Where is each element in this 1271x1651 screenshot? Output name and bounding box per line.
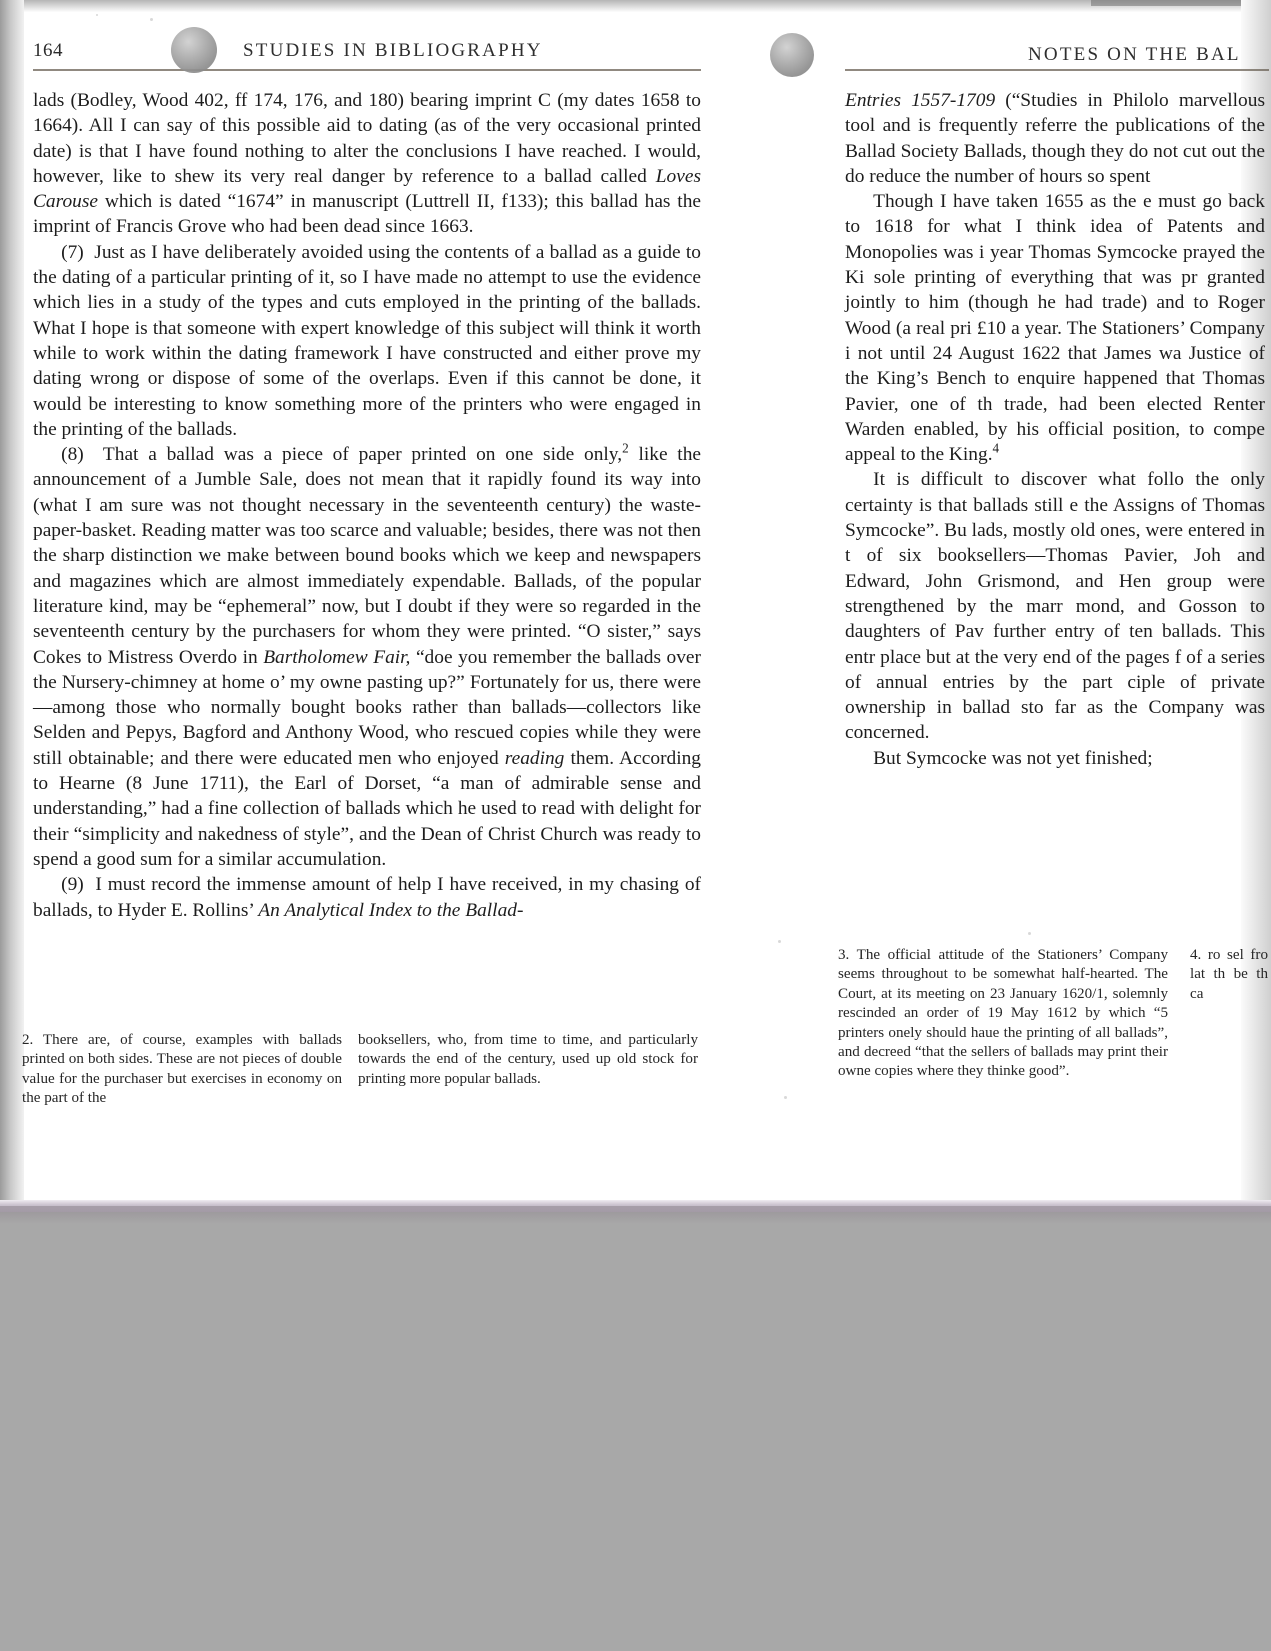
footnote-2-part-a — [22, 1031, 342, 1109]
paragraph: But Symcocke was not yet finished; — [873, 747, 1153, 769]
scan-left-gutter — [0, 0, 24, 1212]
header-rule-right — [845, 69, 1269, 71]
title-analytical-index: An Analytical Index to the Ballad- — [258, 899, 524, 921]
paragraph: (7) Just as I have deliberately avoided using the contents of a ballad as a guide to the dating of a particular printing of it, so I have made no attempt to use the evidence which lies in a study of the types and cuts employed in the printing of the ballads. What I hope is that someone with expert knowledge of this subject will think it worth while to work within the dating framework I have constructed and either prove my dating wrong or dispose of some of the overlaps. Even if this cannot be done, it would be interesting to know something more of the printers who were engaged in the printing of the ballads. — [33, 241, 701, 440]
footnote-text: 4. ro sel fro lat th be th ca — [1190, 947, 1268, 1002]
paragraph: Entries 1557-1709 (“Studies in Philolo marvellous tool and is frequently referre the publications of the Ballad Society Ballads, though they do not cut out the do reduce the number of hours so spent — [845, 90, 1265, 187]
footnote-text: 3. The official attitude of the Stationers’ Company seems throughout to be somewhat half-hearted. The Court, at its meeting on 23 January 1620/1, solemnly rescinded an order of 19 May 1612 by which “5 printers onely should haue the printing of all ballads”, and decreed “that the sellers of ballads may print their owne copies where they thinke good”. — [838, 947, 1168, 1080]
page-drop-shadow — [0, 1206, 1271, 1224]
running-head-recto: NOTES ON THE BAL — [1028, 44, 1241, 65]
title-bartholomew-fair: Bartholomew Fair, — [263, 646, 411, 668]
body-column-right — [845, 88, 1265, 771]
paragraph: It is difficult to discover what follo the only certainty is that ballads still e the Assigns of Thomas Symcocke”. Bu lads, mostly old ones, were entered in t of six booksellers—Thomas Pavier, Joh and Edward, John Grismond, and Hen group were strengthened by the marr mond, and Gosson to daughters of Pav further entry of ten ballads. This entr place but at the very end of the pages f of a series of annual entries by the part ciple of private ownership in ballad sto far as the Company was concerned. — [845, 469, 1265, 744]
emphasis-reading: reading — [504, 747, 565, 769]
body-column-left — [33, 88, 701, 923]
page-folio-number: 164 — [33, 40, 63, 61]
running-head-verso: STUDIES IN BIBLIOGRAPHY — [243, 40, 543, 61]
scan-speck — [778, 940, 781, 943]
paragraph: (8) That a ballad was a piece of paper printed on one side only,$^2$ like the announcement of a Jumble Sale, does not mean that it rapidly found its way into (what I am sure was not thought necessary in the seventeenth century) the waste-paper-basket. Reading matter was too scarce and valuable; besides, there was not then the sharp distinction we make between bound books which we keep and newspapers and magazines which are almost immediately expendable. Ballads, of the popular literature kind, may be “ephemeral” now, but I doubt if they were so regarded in the seventeenth century by the purchasers for whom they were printed. “O sister,” says Cokes to Mistress Overdo in Bartholomew Fair, “doe you remember the ballads over the Nursery-chimney at home o’ my owne pasting up?” Fortunately for us, there were—among those who normally bought books rather than ballads—collectors like Selden and Pepys, Bagford and Anthony Wood, who rescued copies while they were still obtainable; and there were educated men who enjoyed reading them. According to Hearne (8 June 1711), the Earl of Dorset, “a man of admirable sense and understanding,” had a fine collection of ballads which he used to read with delight for their “simplicity and nakedness of style”, and the Dean of Christ Church was ready to spend a good sum for a similar accumulation. — [33, 440, 701, 870]
scan-top-smudge — [1091, 0, 1241, 6]
footnote-3 — [838, 946, 1168, 1082]
header-rule-left — [33, 69, 701, 71]
footnote-text: booksellers, who, from time to time, and particularly towards the end of the century, used up old stock for printing more popular ballads. — [358, 1032, 698, 1087]
footnote-2-part-b — [358, 1031, 698, 1089]
paragraph: (9) I must record the immense amount of help I have received, in my chasing of ballads, to Hyder E. Rollins’ An Analytical Index to the Ballad- — [33, 874, 701, 921]
scan-artifact-blob-left — [171, 27, 217, 73]
title-loves-carouse: Loves Carouse — [33, 165, 701, 213]
paragraph: lads (Bodley, Wood 402, ff 174, 176, and 180) bearing imprint C (my dates 1658 to 1664). All I can say of this possible aid to dating (as of the very occasional printed date) is that I have found nothing to alter the conclusions I have reached. I would, however, like to shew its very real danger by reference to a ballad called Loves Carouse which is dated “1674” in manuscript (Luttrell II, f133); this ballad has the imprint of Francis Grove who had been dead since 1663. — [33, 90, 701, 238]
scan-speck — [784, 1096, 787, 1099]
scan-artifact-blob-right — [770, 33, 814, 77]
title-ballad-entries: Entries 1557-1709 — [845, 90, 996, 111]
paragraph: Though I have taken 1655 as the e must go back to 1618 for what I think idea of Patents and Monopolies was i year Thomas Symcocke prayed the Ki sole printing of everything that was pr granted jointly to him (though he had trade) and to Roger Wood (a real pri £10 a year. The Stationers’ Company i not until 24 August 1622 that James wa Justice of the King’s Bench to enquire happened that Thomas Pavier, one of th trade, had been elected Renter Warden enabled, by his official position, to compe appeal to the King.$^4$ — [845, 191, 1265, 466]
scan-top-edge — [0, 0, 1271, 12]
scan-speck — [96, 14, 98, 16]
scan-speck — [150, 18, 153, 21]
footnote-4-cropped — [1190, 946, 1268, 1004]
footnote-text: 2. There are, of course, examples with ballads printed on both sides. These are not pieces of double value for the purchaser but exercises in economy on the part of the — [22, 1032, 342, 1107]
scan-speck — [1028, 932, 1031, 935]
